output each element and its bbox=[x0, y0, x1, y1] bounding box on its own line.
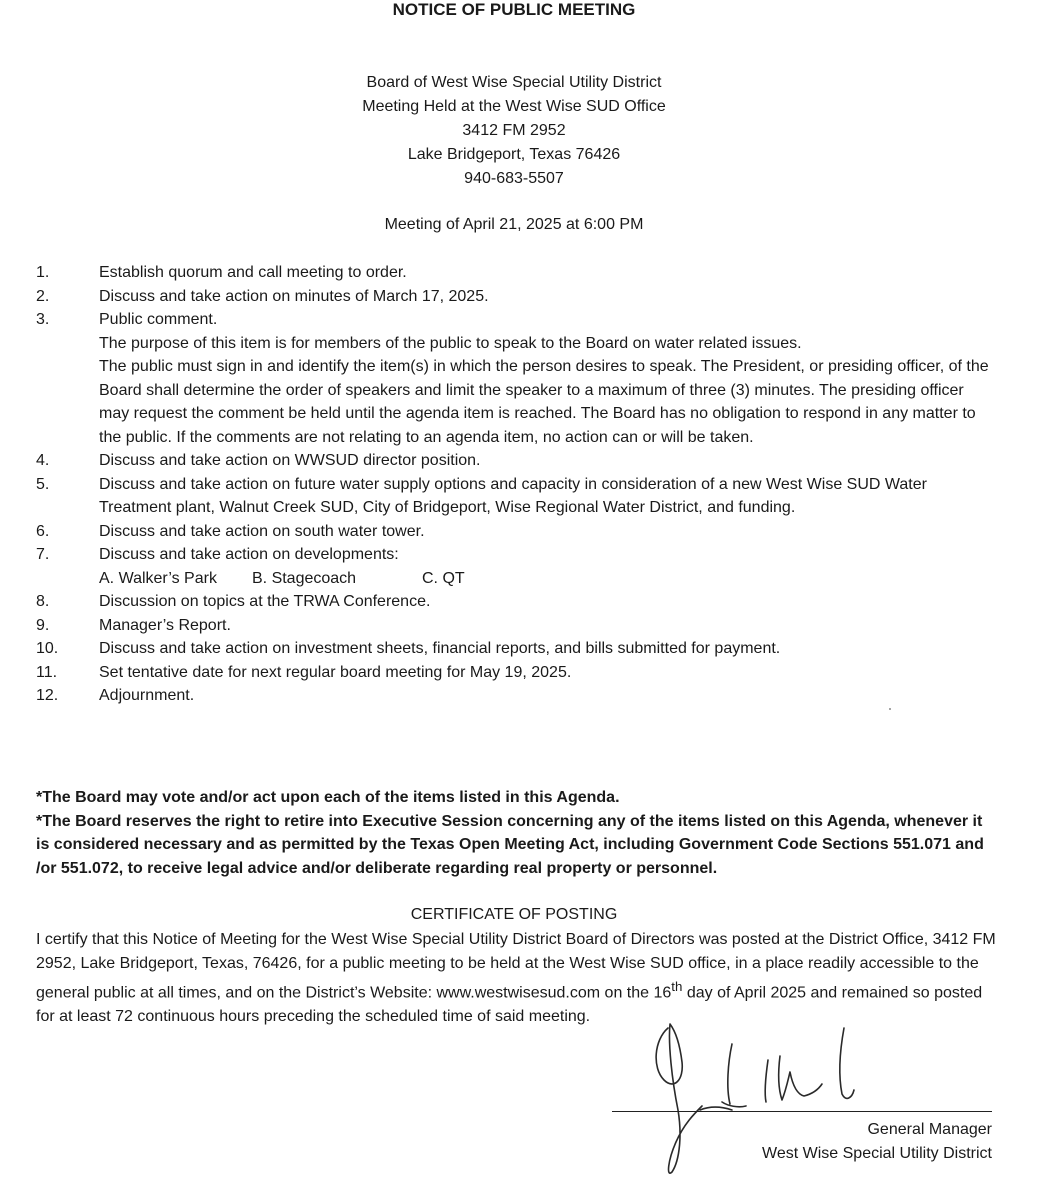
agenda-text: Discuss and take action on south water tower. bbox=[99, 522, 425, 540]
address-line-2: Lake Bridgeport, Texas 76426 bbox=[407, 146, 621, 163]
certificate-title: CERTIFICATE OF POSTING bbox=[410, 906, 618, 923]
agenda-item-3 bbox=[36, 308, 996, 449]
agenda-text: Set tentative date for next regular board meeting for May 19, 2025. bbox=[99, 663, 572, 681]
address-line-1: 3412 FM 2952 bbox=[462, 122, 566, 139]
signatory-title: General Manager bbox=[867, 1121, 992, 1138]
agenda-item-4 bbox=[36, 449, 996, 473]
agenda-number: 4. bbox=[36, 452, 50, 469]
signature-line bbox=[612, 1111, 992, 1112]
agenda-item-9 bbox=[36, 614, 996, 638]
agenda-item-1 bbox=[36, 261, 996, 285]
agenda-number: 12. bbox=[36, 687, 59, 704]
certificate-text-part1: I certify that this Notice of Meeting for the West Wise Special Utility District Board of Directors was posted at the District Office, 3412 FM 2952, Lake Bridgeport, Texas, 76426, for a public meeting to be held at the West Wise SUD office, in a place readily accessible to the general public at all times, and on the District’s Website: www.westwisesud.com on the 16 bbox=[36, 931, 996, 1002]
certificate-ordinal: th bbox=[671, 979, 683, 994]
agenda-number: 1. bbox=[36, 264, 50, 281]
meeting-header bbox=[0, 71, 1028, 191]
agenda-item-7 bbox=[36, 543, 996, 590]
certificate-text-part2: day of April 2025 and remained so posted for at least 72 continuous hours preceding the scheduled time of said meeting. bbox=[36, 984, 983, 1025]
agenda-text: Discuss and take action on minutes of March 17, 2025. bbox=[99, 287, 489, 305]
agenda-number: 3. bbox=[36, 311, 50, 328]
signatory-block bbox=[762, 1118, 992, 1166]
page-title: NOTICE OF PUBLIC MEETING bbox=[392, 0, 636, 19]
agenda-number: 7. bbox=[36, 546, 50, 563]
scan-speck bbox=[889, 708, 891, 710]
executive-session-note: *The Board reserves the right to retire into Executive Session concerning any of the items listed on this Agenda, whenever it is considered necessary and as permitted by the Texas Open Meeting Act, including Government Code Sections 551.071 and /or 551.072, to receive legal advice and/or deliberate regarding real property or personnel. bbox=[36, 812, 984, 877]
agenda-text: Discuss and take action on developments: bbox=[99, 546, 399, 563]
agenda-number: 2. bbox=[36, 287, 50, 305]
agenda-list bbox=[36, 261, 996, 708]
board-notes bbox=[36, 786, 996, 880]
agenda-number: 6. bbox=[36, 522, 50, 540]
agenda-text: Manager’s Report. bbox=[99, 616, 231, 634]
agenda-number: 8. bbox=[36, 593, 50, 610]
agenda-item-5 bbox=[36, 473, 996, 520]
agenda-text: Discuss and take action on future water supply options and capacity in consideration of a new West Wise SUD Water Treatment plant, Walnut Creek SUD, City of Bridgeport, Wise Regional Water District, and funding. bbox=[99, 475, 927, 516]
public-comment-rules: The public must sign in and identify the item(s) in which the person desires to speak. The President, or presiding officer, of the Board shall determine the order of speakers and limit the speaker to a maximum of three (3) minutes. The presiding officer may request the comment be held until the agenda item is reached. The Board has no obligation to respond in any matter to the public. If the comments are not relating to an agenda item, no action can or will be taken. bbox=[99, 358, 989, 446]
agenda-number: 11. bbox=[36, 663, 58, 681]
agenda-item-6 bbox=[36, 520, 996, 544]
development-item: A. Walker’s Park bbox=[99, 569, 217, 587]
phone-number: 940-683-5507 bbox=[464, 170, 564, 187]
agenda-item-8 bbox=[36, 590, 996, 614]
agenda-item-10 bbox=[36, 637, 996, 661]
agenda-number: 9. bbox=[36, 616, 50, 634]
agenda-number: 5. bbox=[36, 475, 50, 493]
agenda-number: 10. bbox=[36, 640, 59, 657]
agenda-text: Discuss and take action on WWSUD director position. bbox=[99, 452, 481, 469]
board-name: Board of West Wise Special Utility District bbox=[366, 74, 662, 91]
public-comment-purpose: The purpose of this item is for members of the public to speak to the Board on water related issues. bbox=[99, 334, 802, 352]
agenda-text: Establish quorum and call meeting to order. bbox=[99, 264, 407, 281]
development-item: C. QT bbox=[422, 569, 465, 587]
agenda-text: Discuss and take action on investment sheets, financial reports, and bills submitted for payment. bbox=[99, 640, 781, 657]
agenda-item-2 bbox=[36, 285, 996, 309]
signatory-organization: West Wise Special Utility District bbox=[762, 1145, 992, 1162]
agenda-item-11 bbox=[36, 661, 996, 685]
meeting-location: Meeting Held at the West Wise SUD Office bbox=[362, 98, 666, 115]
agenda-text: Discussion on topics at the TRWA Conference. bbox=[99, 593, 431, 610]
agenda-text: Public comment. bbox=[99, 311, 218, 328]
meeting-date: Meeting of April 21, 2025 at 6:00 PM bbox=[384, 216, 644, 233]
development-list bbox=[99, 567, 996, 591]
agenda-item-12 bbox=[36, 684, 996, 708]
agenda-text: Adjournment. bbox=[99, 687, 195, 704]
development-item: B. Stagecoach bbox=[252, 569, 357, 587]
vote-note: *The Board may vote and/or act upon each of the items listed in this Agenda. bbox=[36, 789, 620, 806]
